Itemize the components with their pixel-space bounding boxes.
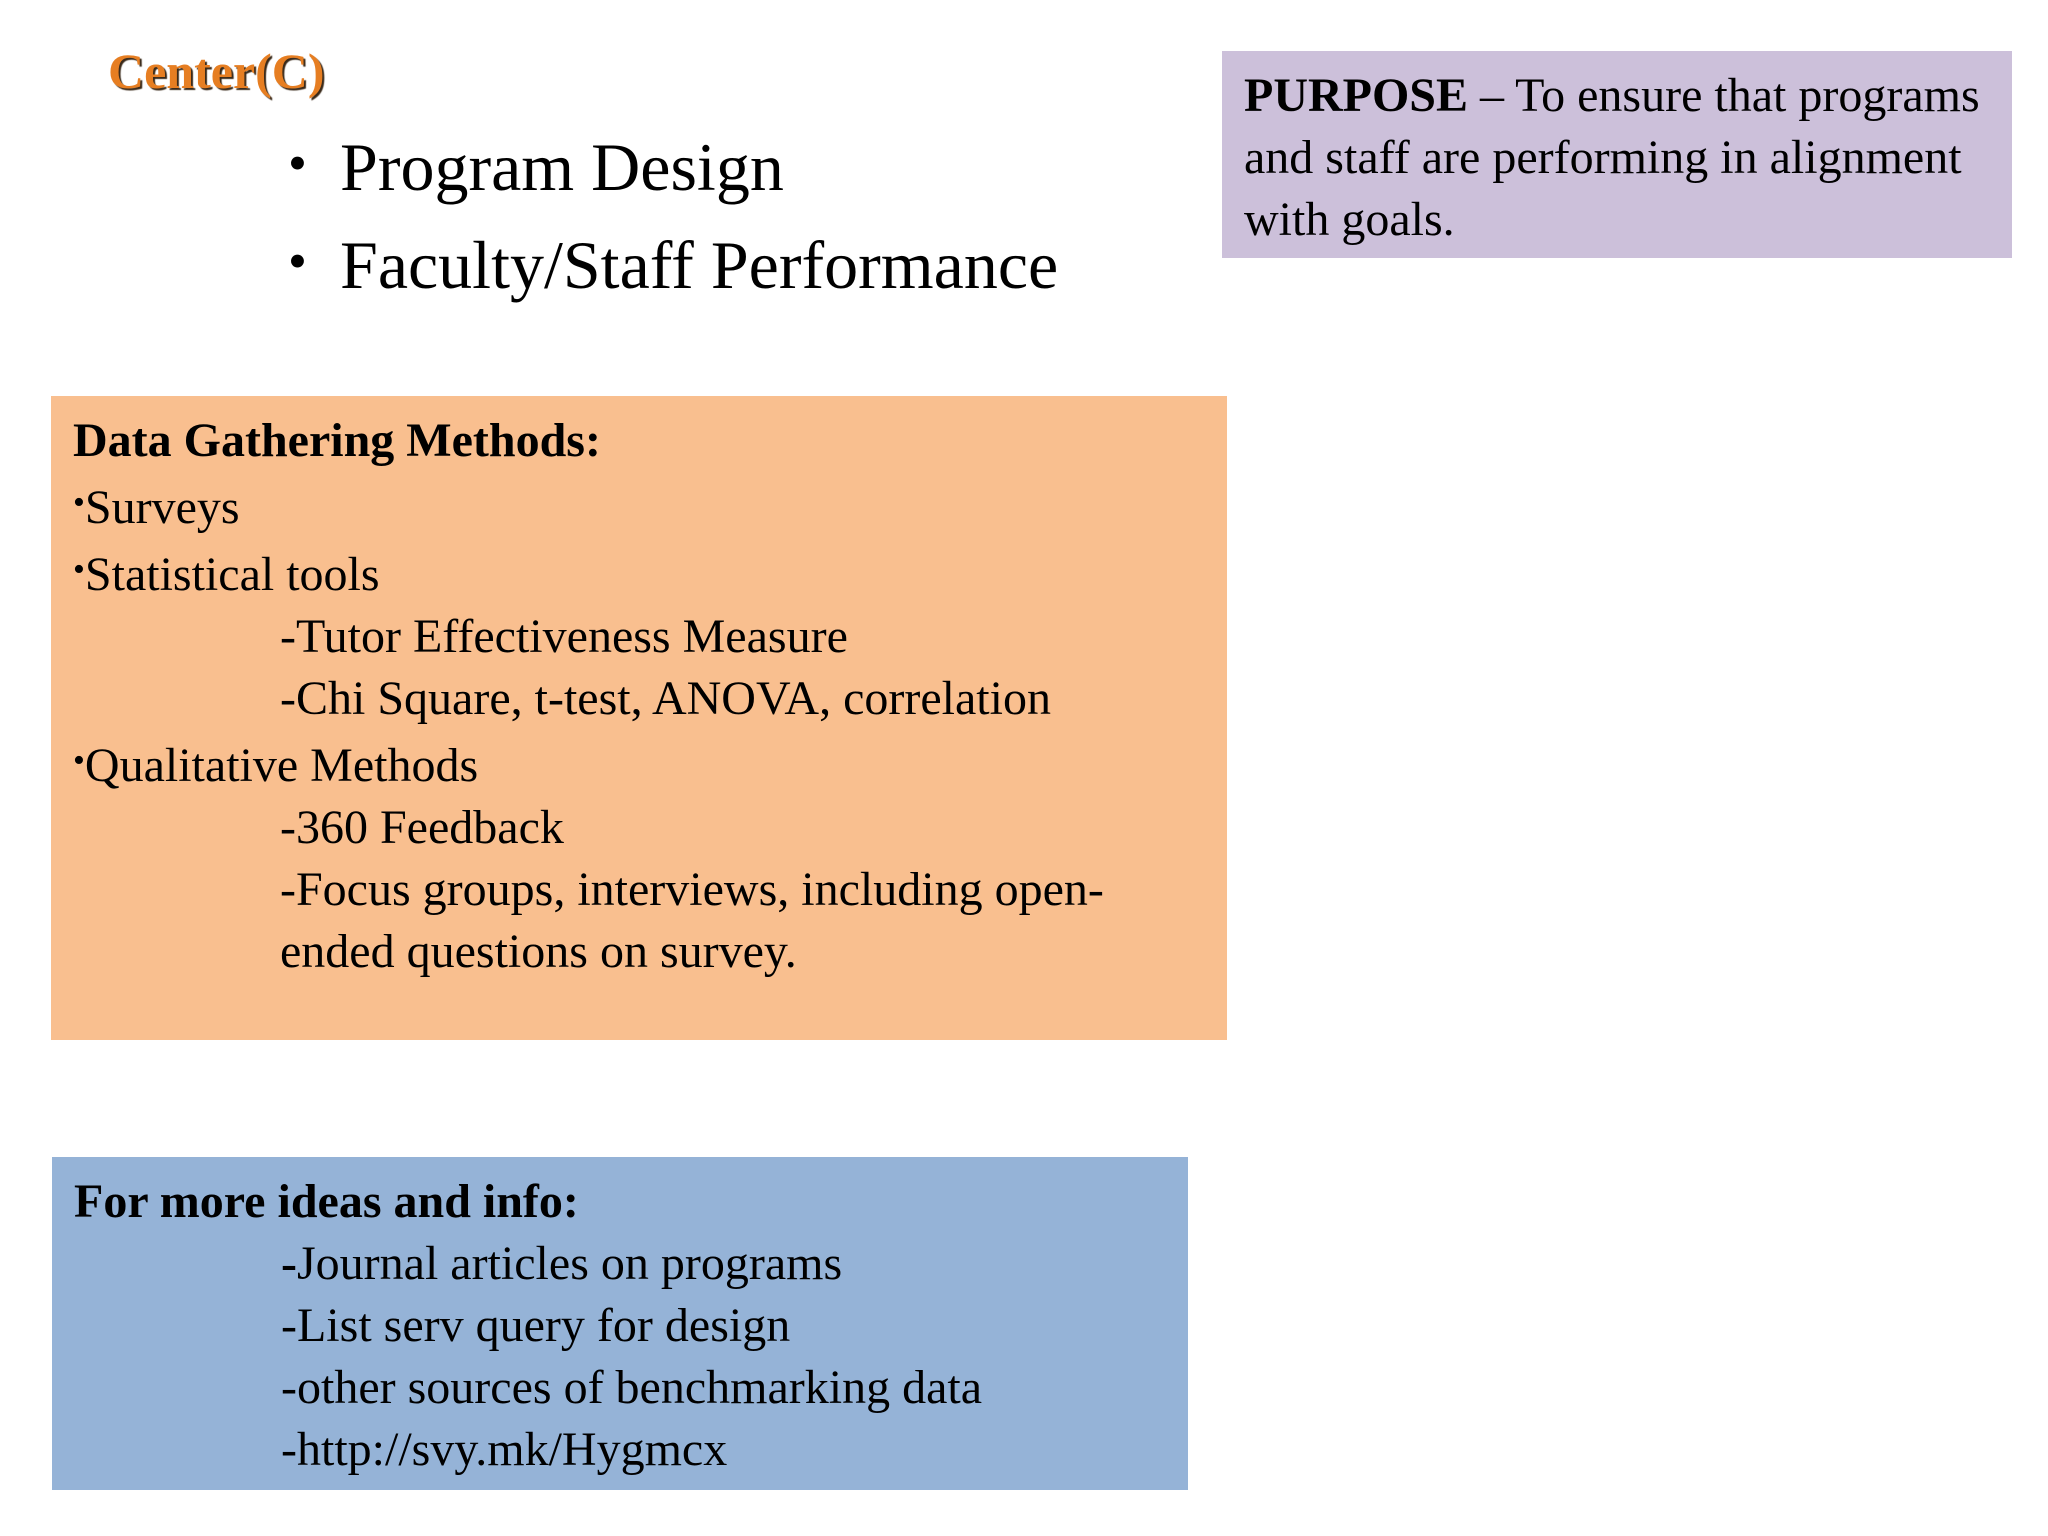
bullet-icon: •	[73, 742, 85, 779]
purpose-box	[1222, 51, 2012, 258]
idea-journal-label: Journal articles on programs	[296, 1237, 843, 1290]
data-gathering-methods-box	[51, 396, 1227, 1040]
topic-label: Program Design	[340, 129, 784, 205]
bullet-icon: •	[288, 231, 307, 291]
topic-label: Faculty/Staff Performance	[340, 227, 1059, 303]
method-statistical-tests: -Chi Square, t-test, ANOVA, correlation	[280, 672, 1051, 725]
methods-heading: Data Gathering Methods:	[73, 414, 601, 467]
method-surveys-label: Surveys	[84, 481, 240, 534]
method-tutor-effectiveness: -Tutor Effectiveness Measure	[280, 610, 848, 663]
bullet-icon: •	[73, 484, 85, 521]
bullet-icon: •	[73, 551, 85, 588]
ideas-heading: For more ideas and info:	[74, 1175, 579, 1228]
method-statistical-tools	[73, 539, 1205, 606]
idea-list-serv: -List serv query for design	[281, 1299, 791, 1352]
topic-item	[288, 216, 1058, 314]
slide-title: Center(C)	[108, 43, 325, 99]
method-360-feedback: -360 Feedback	[280, 801, 564, 854]
purpose-text: – To ensure that programs and staff are performing in alignment with goals.	[1244, 69, 1980, 246]
more-ideas-box	[52, 1157, 1188, 1490]
method-surveys	[73, 472, 1205, 539]
topic-item	[288, 118, 1058, 216]
topic-list	[288, 118, 1058, 314]
idea-survey-link: -http://svy.mk/Hygmcx	[281, 1423, 728, 1476]
method-focus-groups-line-2: ended questions on survey.	[280, 925, 797, 978]
purpose-label: PURPOSE	[1244, 69, 1469, 122]
method-statistical-label: Statistical tools	[84, 548, 380, 601]
method-qualitative-label: Qualitative Methods	[84, 739, 479, 792]
method-qualitative	[73, 730, 1205, 797]
method-focus-groups-line-1: -Focus groups, interviews, including open-	[280, 863, 1104, 916]
idea-benchmarking: -other sources of benchmarking data	[281, 1361, 983, 1414]
bullet-icon: •	[288, 133, 307, 193]
idea-journal-articles	[74, 1233, 1166, 1295]
idea-journal-dash: -	[281, 1237, 297, 1290]
